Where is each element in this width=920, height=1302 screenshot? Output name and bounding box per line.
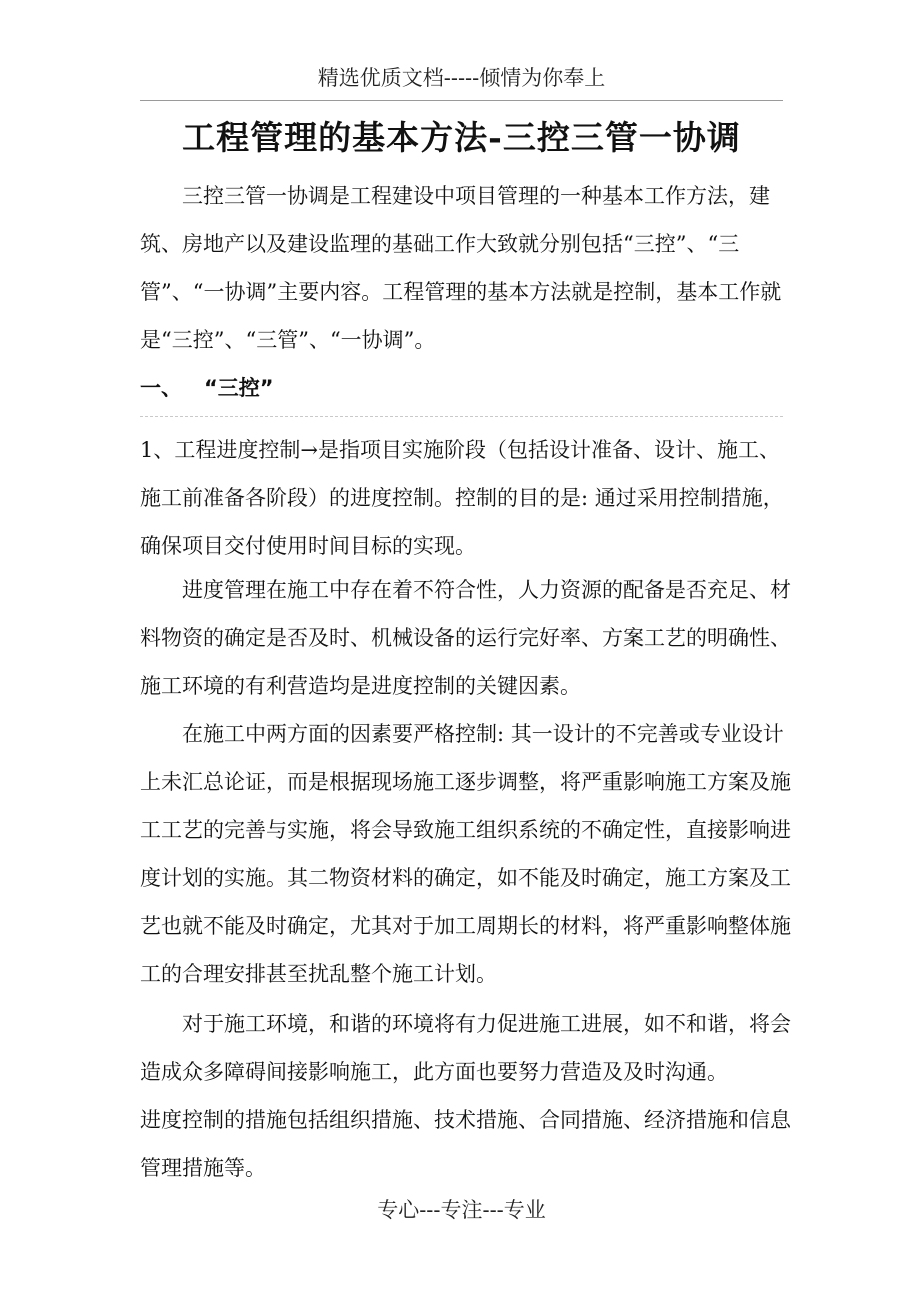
paragraph-progress-control: 1、工程进度控制→是指项目实施阶段（包括设计准备、设计、施工、施工前准备各阶段）的进度控制。控制的目的是: 通过采用控制措施，确保项目交付使用时间目标的实现。 — [140, 438, 784, 558]
paragraph-strict-control: 在施工中两方面的因素要严格控制: 其一设计的不完善或专业设计上未汇总论证，而是根据现场施工逐步调整，将严重影响施工方案及施工工艺的完善与实施，将会导致施工组织系统的不确定性，直接影响进度计划的实施。其二物资材料的确定，如不能及时确定，施工方案及工艺也就不能及时确定，尤其对于加工周期长的材料，将严重影响整体施工的合理安排甚至扰乱整个施工计划。 — [140, 722, 791, 986]
section-title: “三控” — [204, 376, 274, 400]
section-number: 一、 — [140, 376, 182, 400]
document-title: 工程管理的基本方法-三控三管一协调 — [182, 118, 741, 157]
paragraph-progress-management: 进度管理在施工中存在着不符合性，人力资源的配备是否充足、材料物资的确定是否及时、机械设备的运行完好率、方案工艺的明确性、施工环境的有利营造均是进度控制的关键因素。 — [140, 578, 791, 698]
intro-paragraph: 三控三管一协调是工程建设中项目管理的一种基本工作方法，建筑、房地产以及建设监理的基础工作大致就分别包括“三控”、“三管”、“一协调”主要内容。工程管理的基本方法就是控制，基本工作就是“三控”、“三管”、“一协调”。 — [140, 184, 782, 352]
page-footer: 专心---专注---专业 — [377, 1198, 546, 1222]
paragraph-construction-environment: 对于施工环境，和谐的环境将有力促进施工进展，如不和谐，将会造成众多障碍间接影响施工，此方面也要努力营造及及时沟通。 — [140, 1012, 791, 1084]
page-header: 精选优质文档-----倾情为你奉上 — [140, 62, 783, 101]
paragraph-control-measures: 进度控制的措施包括组织措施、技术措施、合同措施、经济措施和信息管理措施等。 — [140, 1108, 791, 1180]
section-heading — [140, 366, 783, 417]
